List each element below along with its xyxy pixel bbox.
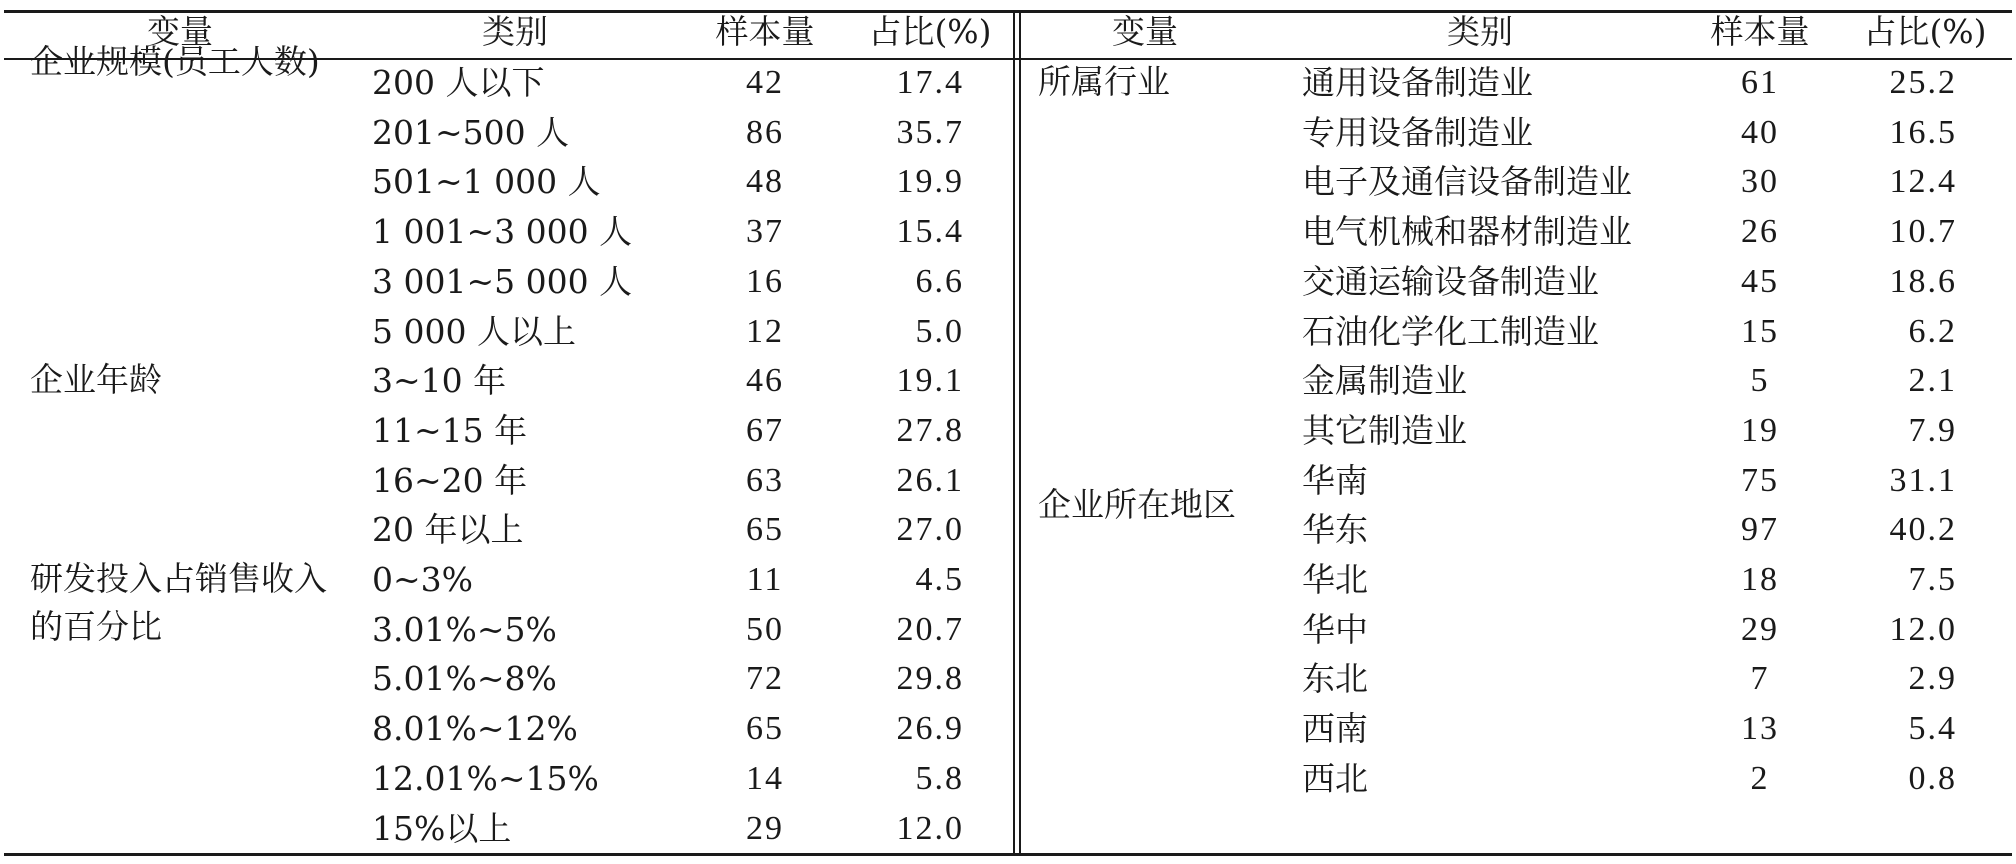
sample-cell: 26 (1741, 213, 1779, 251)
percent-cell: 4.5 (915, 561, 964, 598)
category-cell: 15%以上 (372, 808, 512, 848)
sample-cell: 48 (746, 163, 784, 201)
sample-cell: 18 (1741, 561, 1779, 598)
category-cell: 电气机械和器材制造业 (1302, 212, 1632, 252)
percent-cell: 20.7 (896, 610, 964, 648)
percent-cell: 29.8 (896, 660, 964, 698)
sample-cell: 16 (746, 262, 784, 300)
percent-cell: 31.1 (1889, 461, 1957, 499)
percent-cell: 6.6 (915, 262, 964, 300)
sample-cell: 86 (746, 113, 784, 151)
percent-cell: 10.7 (1889, 213, 1957, 251)
group-variable-label: 研发投入占销售收入的百分比 (30, 559, 327, 646)
percent-cell: 27.0 (896, 511, 964, 549)
percent-cell: 35.7 (896, 113, 964, 151)
percent-cell: 6.2 (1908, 312, 1957, 350)
percent-cell: 17.4 (896, 64, 964, 101)
percent-cell: 2.9 (1908, 660, 1957, 698)
category-cell: 华北 (1302, 560, 1368, 599)
sample-cell: 50 (746, 610, 784, 648)
sample-cell: 13 (1741, 710, 1779, 748)
sample-cell: 29 (1741, 610, 1779, 648)
sample-cell: 72 (746, 660, 784, 698)
category-cell: 金属制造业 (1302, 361, 1467, 401)
header-left-percent: 占比(%) (868, 12, 992, 51)
category-cell: 12.01%~15% (372, 758, 599, 798)
header-right-percent: 占比(%) (1863, 12, 1987, 51)
sample-cell: 46 (746, 362, 784, 400)
category-cell: 20 年以上 (372, 510, 524, 550)
category-cell: 200 人以下 (372, 63, 545, 102)
category-cell: 5 000 人以上 (372, 311, 576, 351)
sample-cell: 65 (746, 511, 784, 549)
percent-cell: 18.6 (1889, 262, 1957, 300)
header-left-category: 类别 (482, 12, 548, 51)
category-cell: 201~500 人 (372, 112, 570, 152)
category-cell: 0~3% (372, 560, 473, 599)
category-cell: 华中 (1302, 609, 1368, 649)
percent-cell: 16.5 (1889, 113, 1957, 151)
category-cell: 通用设备制造业 (1302, 63, 1533, 102)
category-cell: 其它制造业 (1302, 410, 1467, 450)
percent-cell: 5.8 (915, 759, 964, 797)
sample-cell: 19 (1741, 411, 1779, 449)
sample-cell: 7 (1750, 660, 1770, 698)
category-cell: 电子及通信设备制造业 (1302, 162, 1632, 202)
percent-cell: 5.0 (915, 312, 964, 350)
percent-cell: 0.8 (1908, 759, 1957, 797)
sample-cell: 65 (746, 710, 784, 748)
sample-cell: 40 (1741, 113, 1779, 151)
percent-cell: 2.1 (1908, 362, 1957, 400)
percent-cell: 19.1 (896, 362, 964, 400)
percent-cell: 19.9 (896, 163, 964, 201)
sample-cell: 5 (1750, 362, 1770, 400)
sample-cell: 14 (746, 759, 784, 797)
sample-cell: 63 (746, 461, 784, 499)
sample-cell: 37 (746, 213, 784, 251)
group-variable-label: 企业规模(员工人数) (30, 42, 320, 81)
percent-cell: 7.5 (1908, 561, 1957, 598)
percent-cell: 12.4 (1889, 163, 1957, 201)
category-cell: 5.01%~8% (372, 659, 557, 699)
sample-cell: 67 (746, 411, 784, 449)
category-cell: 交通运输设备制造业 (1302, 261, 1599, 301)
header-right-category: 类别 (1447, 12, 1513, 51)
category-cell: 3~10 年 (372, 361, 507, 401)
percent-cell: 26.9 (896, 710, 964, 748)
percent-cell: 12.0 (896, 809, 964, 847)
sample-cell: 75 (1741, 461, 1779, 499)
header-left-sample: 样本量 (715, 12, 815, 51)
category-cell: 3.01%~5% (372, 609, 557, 649)
group-variable-label: 企业年龄 (30, 360, 162, 400)
category-cell: 西北 (1302, 758, 1368, 798)
vertical-divider-left (1013, 10, 1015, 856)
percent-cell: 5.4 (1908, 710, 1957, 748)
category-cell: 专用设备制造业 (1302, 112, 1533, 152)
category-cell: 东北 (1302, 659, 1368, 699)
percent-cell: 7.9 (1908, 411, 1957, 449)
sample-cell: 97 (1741, 511, 1779, 549)
percent-cell: 15.4 (896, 213, 964, 251)
percent-cell: 25.2 (1889, 64, 1957, 101)
category-cell: 华东 (1302, 510, 1368, 550)
category-cell: 501~1 000 人 (372, 162, 601, 202)
header-right-variable: 变量 (1112, 12, 1178, 51)
sample-cell: 45 (1741, 262, 1779, 300)
sample-cell: 12 (746, 312, 784, 350)
category-cell: 11~15 年 (372, 410, 528, 450)
category-cell: 西南 (1302, 709, 1368, 749)
sample-cell: 29 (746, 809, 784, 847)
category-cell: 3 001~5 000 人 (372, 261, 633, 301)
sample-cell: 30 (1741, 163, 1779, 201)
category-cell: 石油化学化工制造业 (1302, 311, 1599, 351)
category-cell: 16~20 年 (372, 460, 528, 500)
vertical-divider-right (1019, 10, 1021, 856)
percent-cell: 40.2 (1889, 511, 1957, 549)
sample-cell: 61 (1741, 64, 1779, 101)
bottom-rule (4, 853, 2012, 856)
header-right-sample: 样本量 (1710, 12, 1810, 51)
percent-cell: 27.8 (896, 411, 964, 449)
category-cell: 华南 (1302, 460, 1368, 500)
group-variable-label: 企业所在地区 (1038, 484, 1236, 524)
percent-cell: 26.1 (896, 461, 964, 499)
sample-cell: 11 (746, 561, 784, 598)
percent-cell: 12.0 (1889, 610, 1957, 648)
category-cell: 8.01%~12% (372, 709, 578, 749)
group-variable-label: 所属行业 (1038, 62, 1170, 101)
sample-cell: 15 (1741, 312, 1779, 350)
category-cell: 1 001~3 000 人 (372, 212, 633, 252)
sample-cell: 2 (1750, 759, 1770, 797)
sample-cell: 42 (746, 64, 784, 101)
header-left-variable: 变量 (147, 12, 213, 51)
